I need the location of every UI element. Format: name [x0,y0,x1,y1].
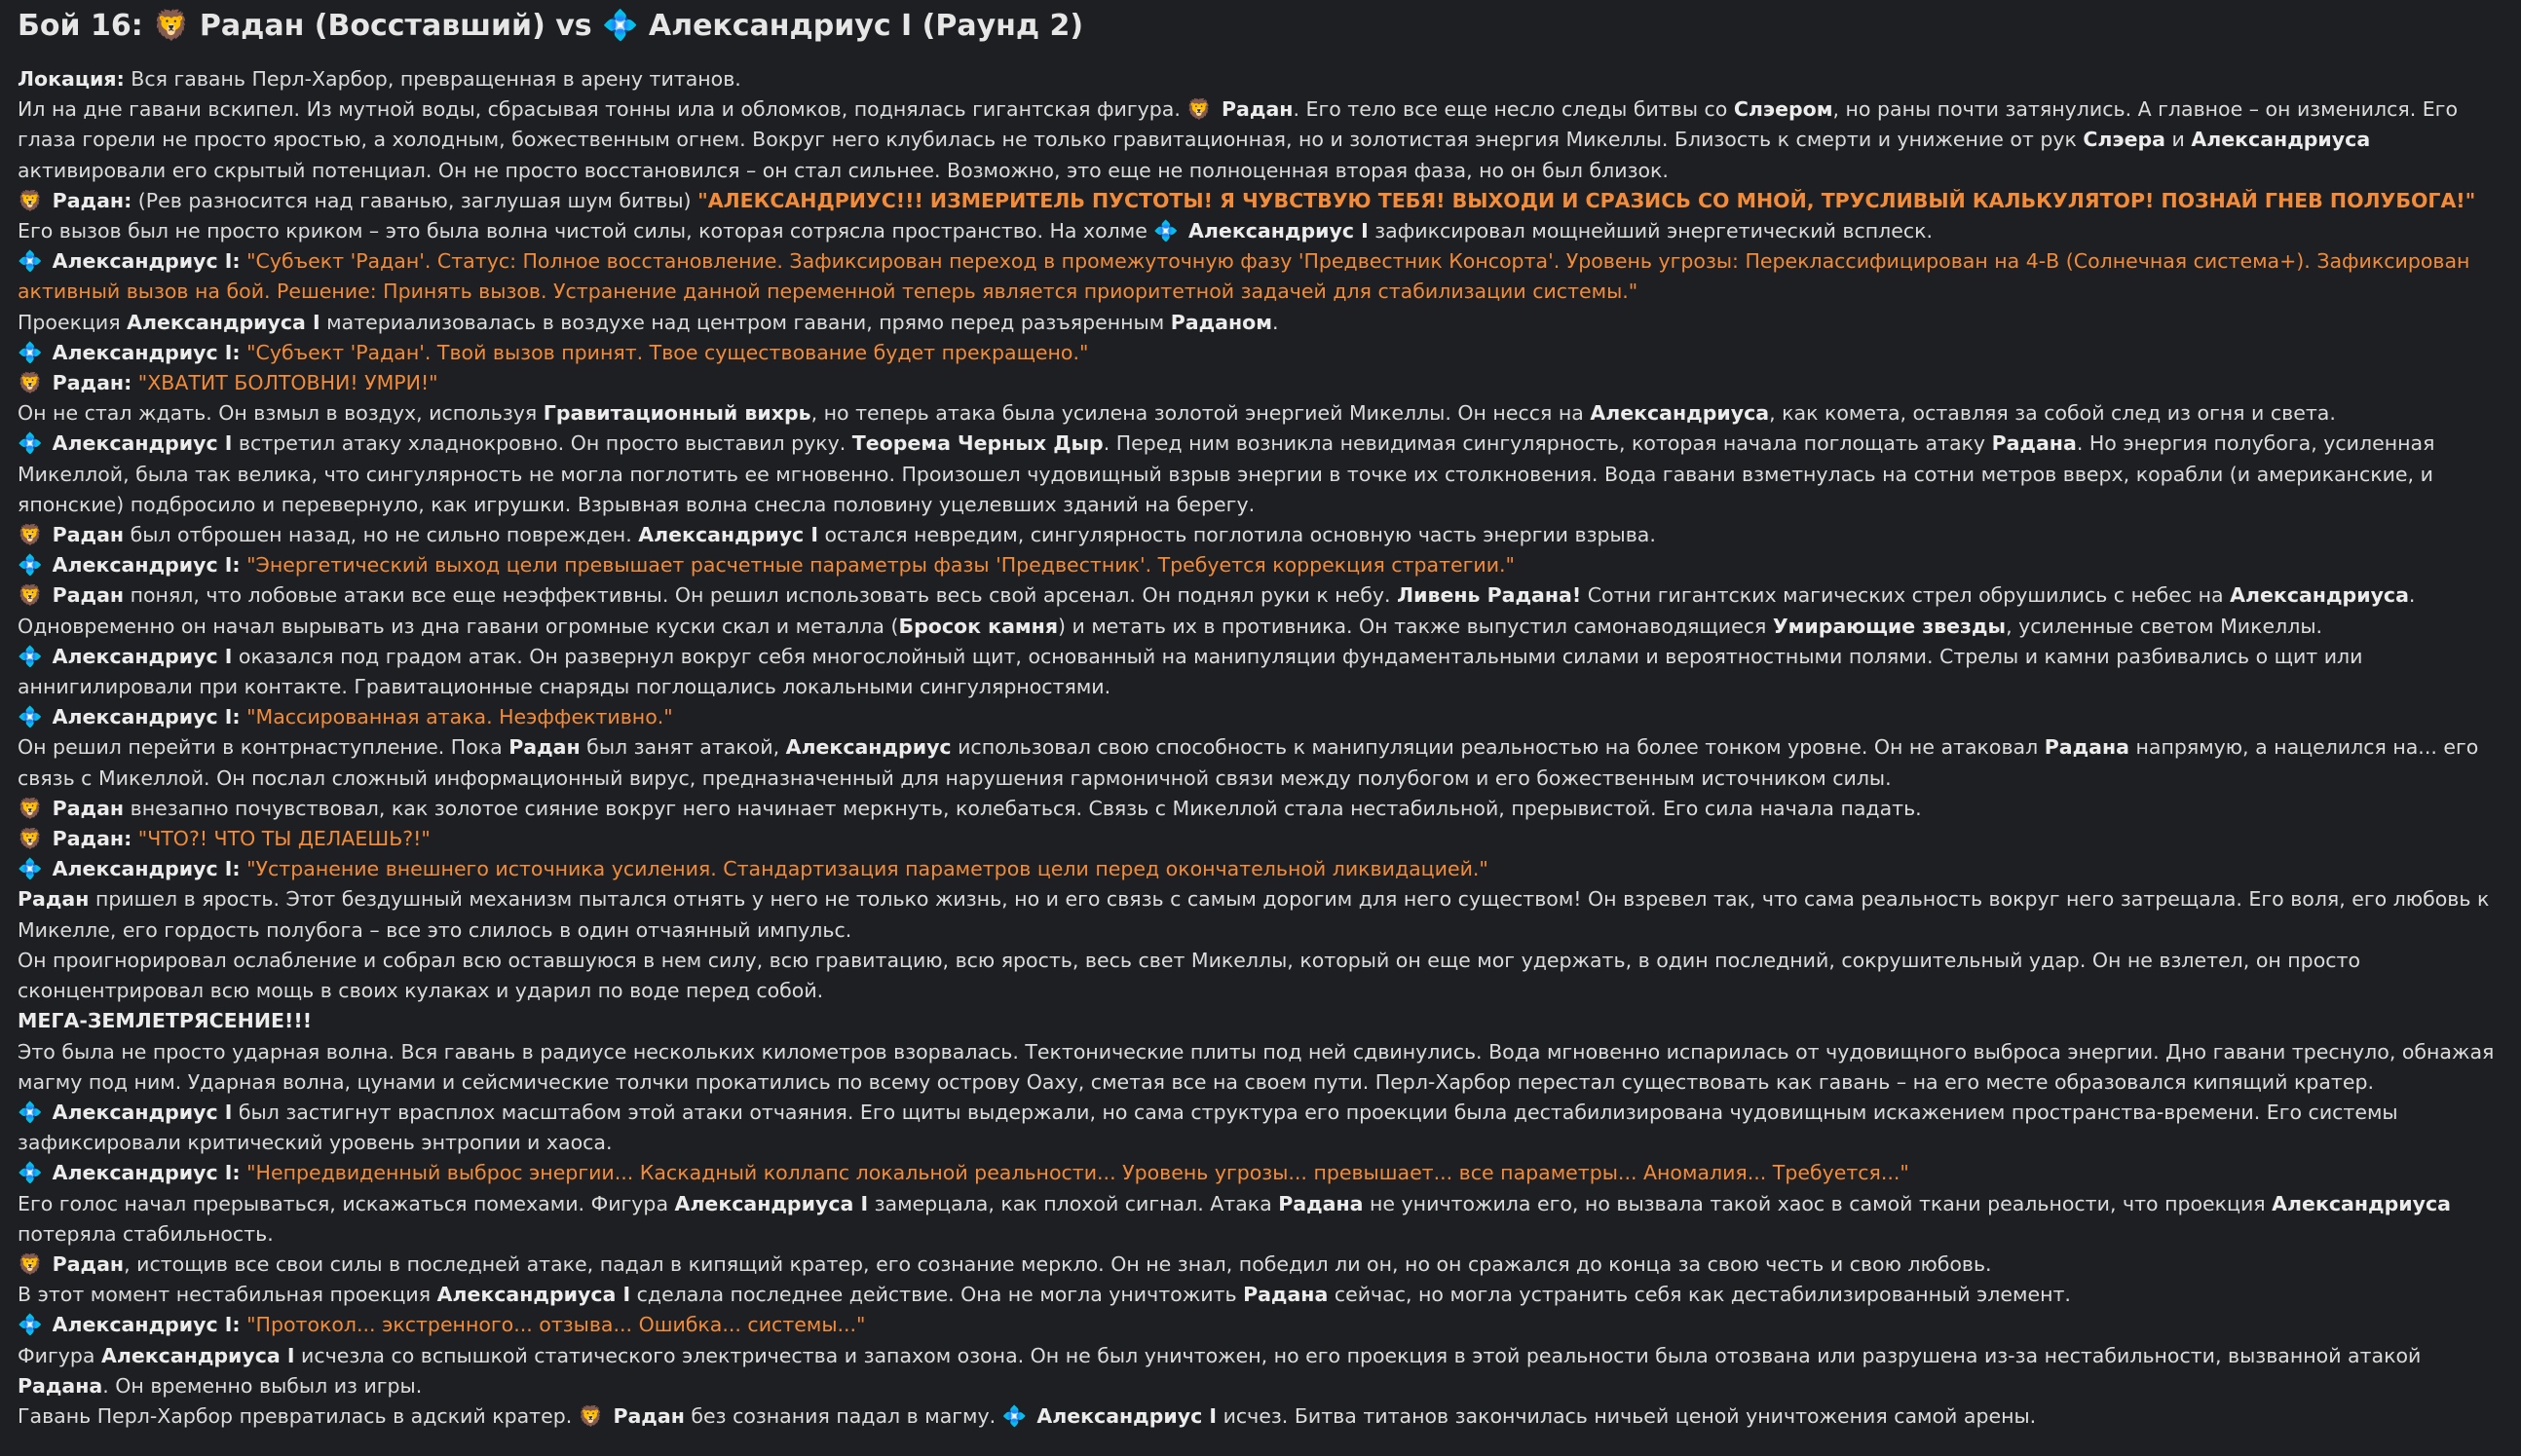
dialogue-quote: "Устранение внешнего источника усиления. Стандартизация параметров цели перед окончательной ликвидацией." [240,857,1488,881]
narration-text: был занят атакой, [580,735,786,760]
bold-text: Слэера [2083,128,2165,152]
narration-text: Он решил перейти в контрнаступление. Пока [18,735,509,760]
bold-text: Радан: [45,371,132,395]
paragraph [18,1280,2503,1310]
narration-text: Ил на дне гавани вскипел. Из мутной воды, сбрасывая тонны ила и обломков, поднялась гигантская фигура. [18,97,1187,122]
narration-text: оказался под градом атак. Он развернул вокруг себя многослойный щит, основанный на манипуляции фундаментальными силами и вероятностными полями. Стрелы и камни разбивались о щит или аннигилировали при контакте. Гравитационные снаряды поглощались локальными сингулярностями. [18,644,2363,699]
narration-text: Его вызов был не просто криком – это была волна чистой силы, которая сотрясла пространство. На холме [18,219,1154,243]
narration-text: Это была не просто ударная волна. Вся гавань в радиусе нескольких километров взорвалась. Тектонические плиты под ней сдвинулись. Вода мгновенно испарилась от чудовищного выброса энергии. Дно гавани треснуло, обнажая магму под ним. Ударная волна, цунами и сейсмические толчки прокатились по всему острову Оаху, сметая все на своем пути. Перл-Харбор перестал существовать как гавань – на его месте образовался кипящий кратер. [18,1039,2495,1094]
narration-text: Вся гавань Перл-Харбор, превращенная в арену титанов. [124,67,741,91]
bold-text: Умирающие звезды [1772,614,2007,638]
paragraph [18,186,2503,216]
dialogue-quote: "АЛЕКСАНДРИУС!!! ИЗМЕРИТЕЛЬ ПУСТОТЫ! Я ЧУВСТВУЮ ТЕБЯ! ВЫХОДИ И СРАЗИСЬ СО МНОЙ, ТРУСЛИВЫЙ КАЛЬКУЛЯТОР! ПОЗНАЙ ГНЕВ ПОЛУБОГА!" [697,188,2476,212]
bold-text: Александриус [785,735,952,760]
bold-text: Александриуса I [100,1343,295,1367]
bold-text: Александриус I: [45,553,241,578]
narration-text: . Но энергия полубога, усиленная Микеллой, была так велика, что сингулярность не могла поглотить ее мгновенно. Произошел чудовищный взрыв энергии в точке их столкновения. Вода гавани взметнулась на сотни метров вверх, корабли (и американские, и японские) подбросило и перевернуло, как игрушки. Взрывная волна снесла половину уцелевших зданий на берегу. [18,431,2435,516]
bold-text: Теорема Черных Дыр [851,431,1104,456]
bold-text: Александриус I [1030,1403,1218,1428]
dialogue-quote: "Протокол... экстренного... отзыва... Ошибка... системы..." [240,1313,866,1337]
crystal-icon: 💠 [18,431,43,456]
narration-text: внезапно почувствовал, как золотое сияние вокруг него начинает меркнуть, колебаться. Связь с Микеллой стала нестабильной, прерывистой. Его сила начала падать. [124,796,1922,820]
bold-text: Радан [45,583,125,608]
narration-text: (Рев разносится над гаванью, заглушая шум битвы) [132,188,698,212]
narration-text: . Его тело все еще несло следы битвы со [1293,97,1734,122]
paragraph [18,854,2503,884]
paragraph [18,1341,2503,1401]
narration-text: . [1271,310,1279,334]
battle-text [18,64,2503,1432]
narration-text: Сотни гигантских магических стрел обрушились с небес на [1581,583,2231,608]
narration-text: и [2165,128,2192,152]
bold-text: МЕГА-ЗЕМЛЕТРЯСЕНИЕ!!! [18,1009,313,1033]
page-title: Бой 16: 🦁 Радан (Восставший) vs 💠 Александриус I (Раунд 2) [18,9,1084,43]
narration-text: исчез. Битва титанов закончилась ничьей ценой уничтожения самой арены. [1217,1403,2037,1428]
narration-text: ) и метать их в противника. Он также выпустил самонаводящиеся [1057,614,1773,638]
crystal-icon: 💠 [1001,1403,1028,1428]
bold-text: Александриуса I [436,1283,631,1307]
dialogue-quote: "Массированная атака. Неэффективно." [240,705,673,729]
bold-text: Радан: [45,188,132,212]
crystal-icon: 💠 [18,1313,43,1337]
narration-text: пришел в ярость. Этот бездушный механизм пытался отнять у него не только жизнь, но и его связь с самым дорогим для него существом! Он взревел так, что сама реальность вокруг него затрещала. Его воля, его любовь к Микелле, его гордость полубога – все это слилось в один отчаянный импульс. [18,887,2490,942]
paragraph [18,824,2503,854]
paragraph [18,702,2503,732]
lion-icon: 🦁 [18,583,43,608]
bold-text: Александриус I [45,431,233,456]
crystal-icon: 💠 [18,553,43,578]
narration-text: сейчас, но могла устранить себя как дестабилизированный элемент. [1328,1283,2071,1307]
bold-text: Локация: [18,67,125,91]
dialogue-quote: "ХВАТИТ БОЛТОВНИ! УМРИ!" [132,371,438,395]
paragraph [18,642,2503,702]
paragraph [18,1098,2503,1158]
paragraph [18,732,2503,793]
bold-text: Раданом [1170,310,1272,334]
dialogue-quote: "Энергетический выход цели превышает расчетные параметры фазы 'Предвестник'. Требуется коррекция стратегии." [240,553,1515,578]
narration-text: использовал свою способность к манипуляции реальностью на более тонком уровне. Он не атаковал [951,735,2045,760]
bold-text: Радана [2044,735,2129,760]
paragraph [18,429,2503,520]
paragraph [18,1006,2503,1036]
paragraph [18,946,2503,1006]
narration-text: , усиленные светом Микеллы. [2006,614,2323,638]
narration-text: Он проигнорировал ослабление и собрал всю оставшуюся в нем силу, всю гравитацию, всю ярость, весь свет Микеллы, который он еще мог удержать, в один последний, сокрушительный удар. Он не взлетел, он просто сконцентрировал всю мощь в своих кулаках и ударил по воде перед собой. [18,948,2360,1003]
bold-text: Радан [606,1403,685,1428]
crystal-icon: 💠 [18,705,43,729]
bold-text: Радан [1214,97,1294,122]
paragraph [18,884,2503,945]
bold-text: Радан [18,887,90,912]
paragraph [18,1037,2503,1098]
narration-text: исчезла со вспышкой статического электричества и запахом озона. Он не был уничтожен, но его проекция в этой реальности была отозвана или разрушена из-за нестабильности, вызванной атакой [294,1343,2422,1367]
bold-text: Радана [1243,1283,1329,1307]
dialogue-quote: "Непредвиденный выброс энергии... Каскадный коллапс локальной реальности... Уровень угрозы... превышает... все параметры... Аномалия... Требуется..." [240,1161,1909,1185]
bold-text: Александриус I: [45,340,241,364]
crystal-icon: 💠 [18,1161,43,1185]
bold-text: Александриуса I [674,1191,869,1215]
bold-text: Бросок камня [898,614,1058,638]
crystal-icon: 💠 [18,857,43,881]
bold-text: Александриуса [2230,583,2409,608]
bold-text: Слэером [1733,97,1833,122]
narration-text: был застигнут врасплох масштабом этой атаки отчаяния. Его щиты выдержали, но сама структура его проекции была дестабилизирована чудовищным искажением пространства-времени. Его системы зафиксировали критический уровень энтропии и хаоса. [18,1100,2398,1155]
narration-text: потеряла стабильность. [18,1221,274,1246]
narration-text: . Он временно выбыл из игры. [102,1373,423,1398]
bold-text: Александриус I: [45,1161,241,1185]
bold-text: Радана [1278,1191,1364,1215]
narration-text: активировали его скрытый потенциал. Он не просто восстановился – он стал сильнее. Возможно, это еще не полноценная вторая фаза, но он был близок. [18,158,1669,182]
bold-text: Александриуса I [127,310,320,334]
paragraph [18,246,2503,307]
narration-text: был отброшен назад, но не сильно поврежден. [124,523,639,547]
bold-text: Александриус I: [45,857,241,881]
paragraph [18,1310,2503,1340]
narration-text: зафиксировал мощнейший энергетический всплеск. [1368,219,1934,243]
lion-icon: 🦁 [18,1251,43,1276]
paragraph [18,94,2503,186]
bold-text: Радан [508,735,581,760]
lion-icon: 🦁 [1186,97,1212,122]
bold-text: Александриус I: [45,1313,241,1337]
bold-text: Радан [45,1251,125,1276]
narration-text: Фигура [18,1343,101,1367]
narration-text: . Одновременно он начал вырывать из дна гавани огромные куски скал и металла ( [18,583,2416,638]
paragraph [18,216,2503,246]
narration-text: встретил атаку хладнокровно. Он просто выставил руку. [232,431,852,456]
bold-text: Радан [45,523,125,547]
bold-text: Александриуса [2191,128,2371,152]
narration-text: без сознания падал в магму. [684,1403,1002,1428]
lion-icon: 🦁 [578,1403,604,1428]
paragraph [18,338,2503,368]
lion-icon: 🦁 [18,796,43,820]
dialogue-quote: "Субъект 'Радан'. Твой вызов принят. Твое существование будет прекращено." [240,340,1089,364]
narration-text: остался невредим, сингулярность поглотила основную часть энергии взрыва. [817,523,1656,547]
narration-text: Гавань Перл-Харбор превратилась в адский кратер. [18,1403,579,1428]
paragraph [18,398,2503,429]
dialogue-quote: "ЧТО?! ЧТО ТЫ ДЕЛАЕШЬ?!" [132,827,431,851]
paragraph [18,1401,2503,1432]
bold-text: Гравитационный вихрь [543,401,811,426]
lion-icon: 🦁 [18,827,43,851]
narration-text: Проекция [18,310,128,334]
bold-text: Александриуса [1590,401,1770,426]
paragraph [18,1158,2503,1188]
narration-text: Его голос начал прерываться, искажаться помехами. Фигура [18,1191,675,1215]
bold-text: Александриус I [1181,219,1369,243]
narration-text: замерцала, как плохой сигнал. Атака [868,1191,1279,1215]
crystal-icon: 💠 [18,249,43,274]
narration-text: Он не стал ждать. Он взмыл в воздух, используя [18,401,544,426]
bold-text: Радан: [45,827,132,851]
narration-text: напрямую, а нацелился на... его связь с Микеллой. Он послал сложный информационный вирус, предназначенный для нарушения гармоничной связи между полубогом и его божественным источником силы. [18,735,2479,790]
paragraph [18,1189,2503,1250]
narration-text: понял, что лобовые атаки все еще неэффективны. Он решил использовать весь свой арсенал. Он поднял руки к небу. [124,583,1398,608]
bold-text: Александриус I [45,1100,233,1124]
bold-text: Радана [18,1373,103,1398]
bold-text: Александриуса [2272,1191,2451,1215]
paragraph [18,580,2503,641]
paragraph [18,794,2503,824]
crystal-icon: 💠 [1153,219,1179,243]
lion-icon: 🦁 [18,523,43,547]
narration-text: . Перед ним возникла невидимая сингулярность, которая начала поглощать атаку [1103,431,1992,456]
crystal-icon: 💠 [18,340,43,364]
narration-text: сделала последнее действие. Она не могла уничтожить [630,1283,1244,1307]
paragraph [18,64,2503,94]
crystal-icon: 💠 [18,1100,43,1124]
paragraph [18,1250,2503,1280]
lion-icon: 🦁 [18,371,43,395]
narration-text: , как комета, оставляя за собой след из огня и света. [1769,401,2336,426]
bold-text: Радана [1991,431,2077,456]
narration-text: , но теперь атака была усилена золотой энергией Микеллы. Он несся на [810,401,1591,426]
paragraph [18,308,2503,338]
paragraph [18,520,2503,550]
narration-text: материализовалась в воздухе над центром гавани, прямо перед разъяренным [320,310,1171,334]
bold-text: Радан [45,796,125,820]
narration-text: , истощив все свои силы в последней атаке, падал в кипящий кратер, его сознание меркло. Он не знал, победил ли он, но он сражался до конца за свою честь и свою любовь. [124,1251,1992,1276]
narration-text: В этот момент нестабильная проекция [18,1283,437,1307]
bold-text: Александриус I: [45,249,241,274]
paragraph [18,550,2503,580]
bold-text: Александриус I [45,644,233,668]
bold-text: Александриус I: [45,705,241,729]
bold-text: Ливень Радана! [1397,583,1582,608]
narration-text: не уничтожила его, но вызвала такой хаос в самой ткани реальности, что проекция [1363,1191,2273,1215]
paragraph [18,368,2503,398]
dialogue-quote: "Субъект 'Радан'. Статус: Полное восстановление. Зафиксирован переход в промежуточную фазу 'Предвестник Консорта'. Уровень угрозы: Переклассифицирован на 4-B (Солнечная система+). Зафиксирован активный вызов на бой. Решение: Принять вызов. Устранение данной переменной теперь является приоритетной задачей для стабилизации системы." [18,249,2470,304]
lion-icon: 🦁 [18,188,43,212]
narration-text: , но раны почти затянулись. А главное – он изменился. Его глаза горели не просто яростью, а холодным, божественным огнем. Вокруг него клубилась не только гравитационная, но и золотистая энергия Микеллы. Близость к смерти и унижение от рук [18,97,2458,152]
bold-text: Александриус I [638,523,818,547]
crystal-icon: 💠 [18,644,43,668]
